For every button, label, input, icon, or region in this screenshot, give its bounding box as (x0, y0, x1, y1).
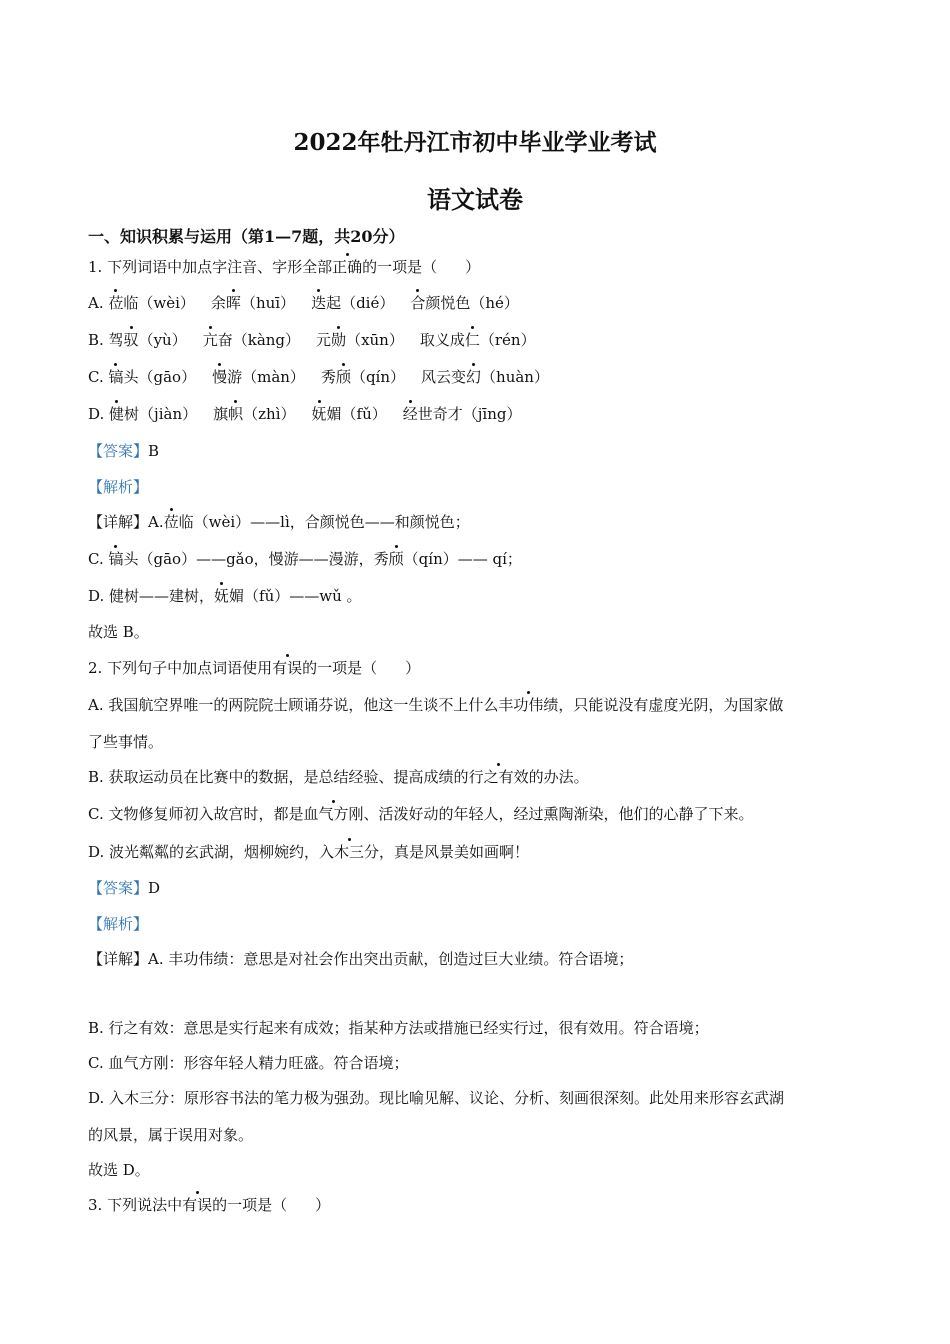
q1-stem (88, 256, 480, 278)
emphasized-text: 仁 (464, 331, 480, 349)
text-segment: 头（gāo）——gǎo，慢游——漫游，秀 (123, 550, 389, 568)
answer-value: B (148, 442, 160, 460)
text-segment: 的办法。 (528, 768, 589, 786)
text-segment: ） (315, 1196, 331, 1214)
text-segment: ，真是风景美如画啊！ (379, 843, 530, 861)
emphasized-text: 幻 (466, 368, 482, 386)
text-segment: B. 获取运动员在比赛中的数据，是总结经验、提高成绩的 (88, 768, 469, 786)
emphasized-text: 有误 (182, 1196, 213, 1214)
text-segment: 3. 下列说法中 (88, 1196, 183, 1214)
emphasized-text: 镐 (108, 550, 124, 568)
emphasized-text: 健 (109, 405, 125, 423)
text-segment: C. (88, 550, 109, 568)
q1-answer (88, 440, 159, 462)
text-segment: 风云变 (421, 368, 467, 386)
text-segment: 1. 下列词语中加点字注音、字形全部 (88, 258, 333, 276)
text-segment: 世奇才（jīng） (417, 405, 522, 423)
emphasized-text: 妩 (311, 405, 327, 423)
text-segment: （yù） (138, 331, 187, 349)
emphasized-text: 颀 (335, 368, 351, 386)
emphasized-text: 有误 (272, 659, 303, 677)
emphasized-text: 丰功伟绩 (498, 696, 559, 714)
exam-title: 2022年牡丹江市初中毕业学业考试 (293, 129, 657, 156)
text-segment: （huī） (240, 294, 296, 312)
q1-option-b (88, 329, 536, 351)
text-segment: B. 驾 (88, 331, 124, 349)
q1-option-c (88, 366, 549, 388)
text-segment: （zhì） (243, 405, 296, 423)
section-heading: 一、知识积累与运用（第1—7题，共20分） (88, 227, 405, 246)
text-segment: 树（jiàn） (124, 405, 198, 423)
answer-tag: 【答案】 (88, 442, 149, 460)
emphasized-text: 经 (402, 405, 418, 423)
text-segment: 的一项是（ (362, 258, 438, 276)
exam-subtitle: 语文试卷 (427, 185, 523, 214)
text-segment: （rén） (479, 331, 536, 349)
emphasized-text: 驭 (123, 331, 139, 349)
text-segment: D. (88, 405, 110, 423)
q1-detail-3 (88, 585, 362, 607)
text-segment: 游（màn） (227, 368, 305, 386)
emphasized-text: 帜 (228, 405, 244, 423)
emphasized-text: 颀 (388, 550, 404, 568)
text-segment: 临（wèi）——lì，合颜悦色——和颜悦色； (178, 513, 470, 531)
text-segment: ） (465, 258, 481, 276)
q1-conclusion: 故选 B。 (88, 623, 149, 641)
emphasized-text: 晖 (225, 294, 241, 312)
text-segment: ） (405, 659, 421, 677)
q1-analysis-tag: 【解析】 (88, 478, 149, 496)
emphasized-text: 妩 (214, 587, 230, 605)
text-segment: A. 丰功伟绩：意思是对社会作出突出贡献，创造过巨大业绩。符合语境； (148, 950, 634, 968)
q2-detail-d: D. 入木三分：原形容书法的笔力极为强劲。现比喻见解、议论、分析、刻画很深刻。此处用来形容玄武湖 (88, 1089, 785, 1107)
emphasized-text: 亢 (202, 331, 218, 349)
q2-detail-b: B. 行之有效：意思是实行起来有成效；指某种方法或措施已经实行过，很有效用。符合语境； (88, 1019, 709, 1037)
text-segment: 旗 (213, 405, 229, 423)
text-segment: （huàn） (481, 368, 549, 386)
text-segment: （xūn） (346, 331, 404, 349)
emphasized-text: 迭 (311, 294, 327, 312)
text-segment: 取义成 (419, 331, 465, 349)
emphasized-text: 莅 (108, 294, 124, 312)
emphasized-text: 入木三分 (319, 843, 380, 861)
emphasized-text: 血气方刚 (303, 805, 364, 823)
text-segment: 的一项是（ (212, 1196, 288, 1214)
q2-detail-d-cont: 的风景，属于误用对象。 (88, 1126, 254, 1144)
q2-detail-a (88, 948, 633, 970)
text-segment: 的一项是（ (302, 659, 378, 677)
text-segment: （qín）—— qí； (403, 550, 522, 568)
text-segment: D. 波光粼粼的玄武湖，烟柳婉约， (88, 843, 320, 861)
emphasized-text: 行之有效 (468, 768, 529, 786)
text-segment: C. (88, 368, 109, 386)
emphasized-text: 莅 (163, 513, 179, 531)
q2-option-b (88, 766, 589, 788)
text-segment: 秀 (320, 368, 336, 386)
text-segment: 起（dié） (326, 294, 395, 312)
emphasized-text: 镐 (108, 368, 124, 386)
answer-value: D (148, 879, 161, 897)
text-segment: 【详解】 (88, 513, 149, 531)
text-segment: 临（wèi） (123, 294, 195, 312)
q2-option-d (88, 841, 529, 863)
q1-detail-2 (88, 548, 522, 570)
q1-detail-1 (88, 511, 470, 533)
text-segment: 【详解】 (88, 950, 149, 968)
text-segment: 、活泼好动的年轻人，经过熏陶渐染，他们的心静了下来。 (363, 805, 754, 823)
text-segment: （qín） (350, 368, 406, 386)
emphasized-text: 慢 (212, 368, 228, 386)
q2-option-a-cont: 了些事情。 (88, 733, 164, 751)
q2-stem (88, 657, 420, 679)
text-segment: A. (88, 294, 109, 312)
text-segment: A. (148, 513, 164, 531)
text-segment: 媚（fǔ） (326, 405, 387, 423)
q1-option-d (88, 403, 521, 425)
text-segment: 头（gāo） (123, 368, 197, 386)
answer-tag: 【答案】 (88, 879, 149, 897)
q2-option-c (88, 803, 754, 825)
text-segment: 颜悦色（hé） (425, 294, 519, 312)
q3-stem (88, 1194, 330, 1216)
q2-option-a (88, 694, 783, 716)
emphasized-text: 正确 (332, 258, 363, 276)
text-segment: D. 健树——建树， (88, 587, 215, 605)
emphasized-text: 勋 (331, 331, 347, 349)
text-segment: 元 (316, 331, 332, 349)
text-segment: ，只能说没有虚度光阴，为国家做 (558, 696, 784, 714)
q2-detail-c: C. 血气方刚：形容年轻人精力旺盛。符合语境； (88, 1054, 409, 1072)
text-segment: 余 (210, 294, 226, 312)
q2-answer (88, 877, 160, 899)
q2-conclusion: 故选 D。 (88, 1161, 150, 1179)
emphasized-text: 合 (410, 294, 426, 312)
text-segment: A. 我国航空界唯一的两院院士顾诵芬说，他这一生谈不上什么 (88, 696, 499, 714)
q2-analysis-tag: 【解析】 (88, 915, 149, 933)
text-segment: 2. 下列句子中加点词语使用 (88, 659, 273, 677)
q1-option-a (88, 292, 519, 314)
text-segment: 媚（fǔ）——wǔ 。 (229, 587, 362, 605)
text-segment: 奋（kàng） (217, 331, 301, 349)
text-segment: C. 文物修复师初入故宫时，都是 (88, 805, 304, 823)
